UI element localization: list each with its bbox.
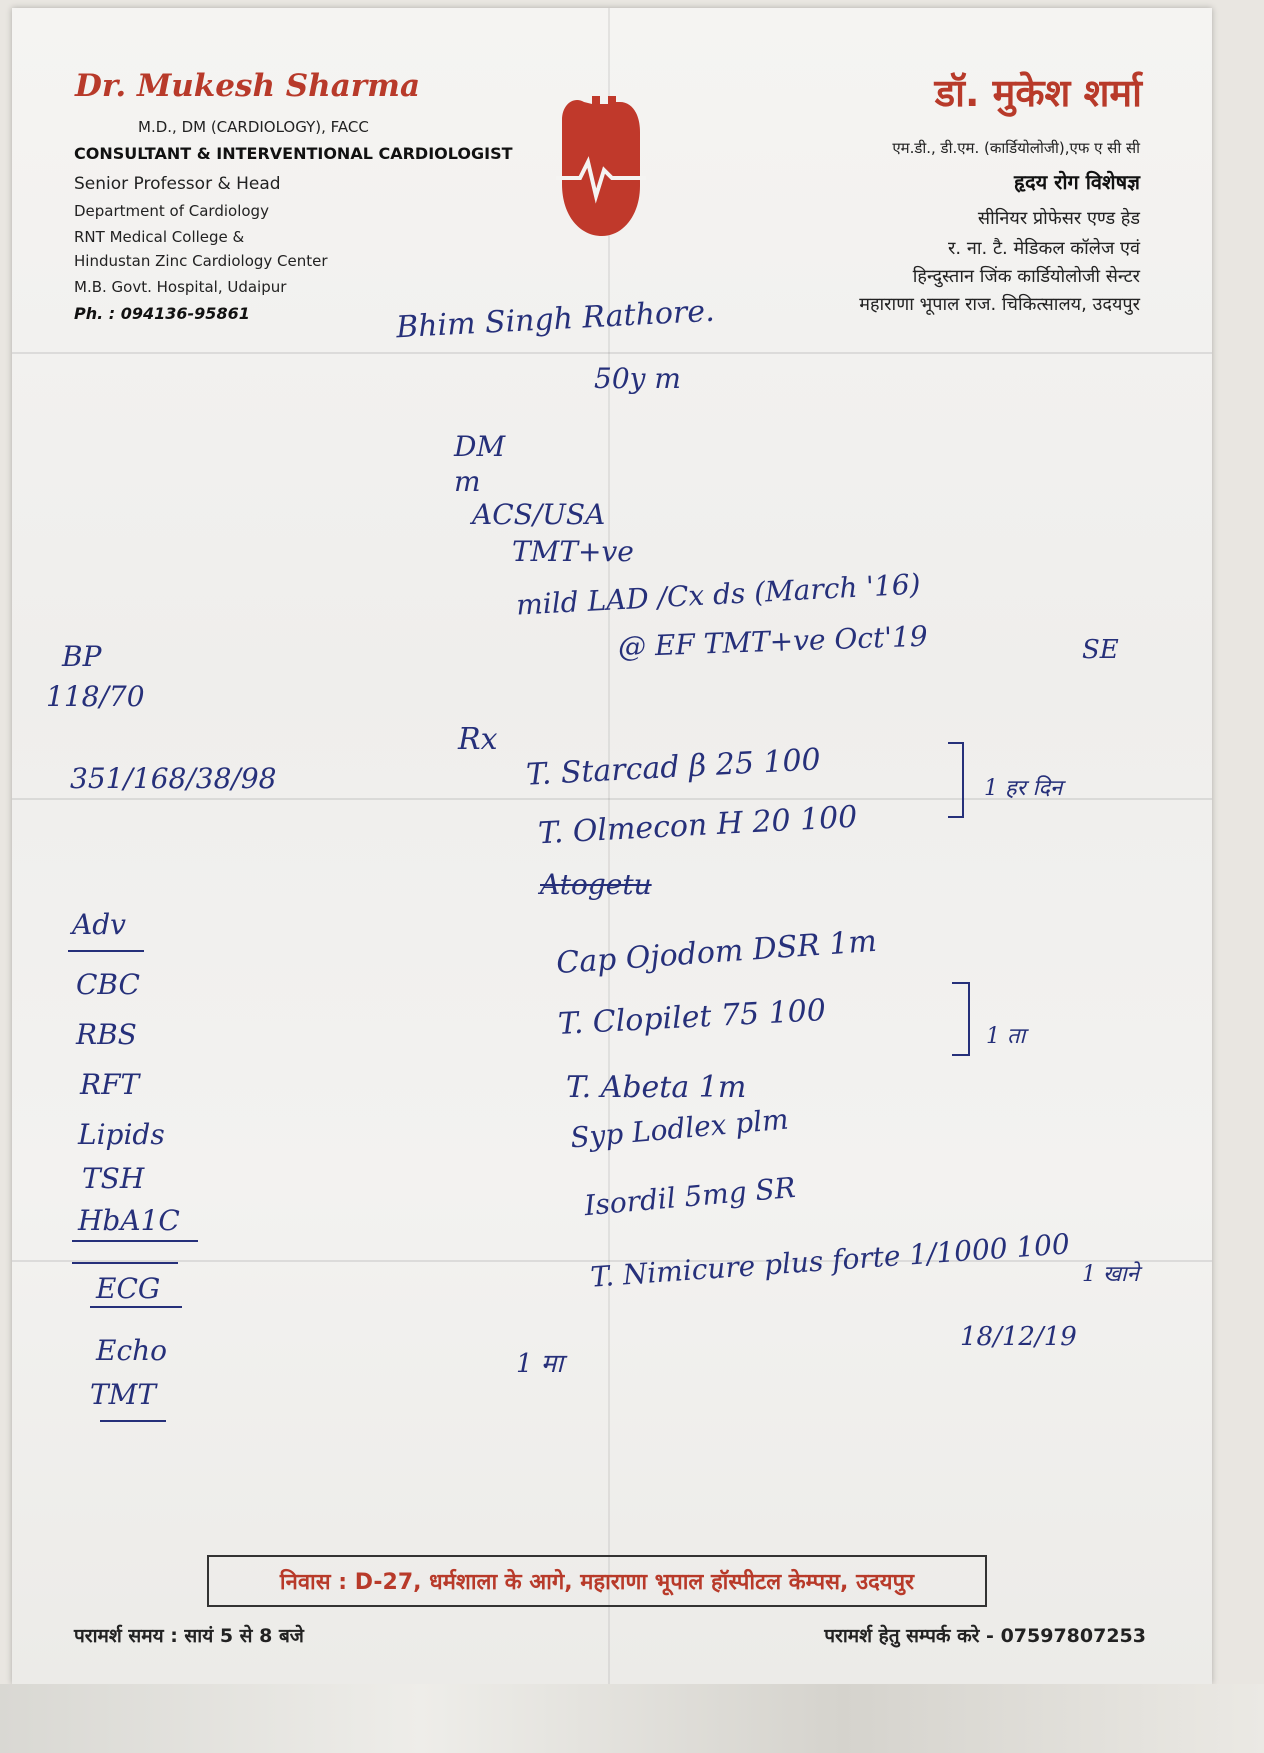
position-hindi: सीनियर प्रोफेसर एण्ड हेड xyxy=(977,208,1140,229)
center-hindi: हिन्दुस्तान जिंक कार्डियोलोजी सेन्टर xyxy=(912,266,1140,287)
medication-line: Syp Lodlex plm xyxy=(568,1102,790,1155)
med-note: 1 ता xyxy=(986,1024,1026,1049)
advice-test: HbA1C xyxy=(78,1204,180,1237)
patient-name: Bhim Singh Rathore. xyxy=(395,293,716,346)
medication-line: T. Abeta 1m xyxy=(566,1070,747,1105)
patient-age: 50y m xyxy=(594,362,681,395)
underline xyxy=(72,1240,198,1242)
medication-line: Isordil 5mg SR xyxy=(582,1170,797,1223)
doctor-name-english: Dr. Mukesh Sharma xyxy=(75,68,421,104)
followup-test: Echo xyxy=(96,1334,168,1367)
underline xyxy=(68,950,144,952)
history-line: DM xyxy=(454,430,506,463)
history-line: @ EF TMT+ve Oct'19 xyxy=(617,619,929,664)
history-line: m xyxy=(454,465,481,498)
advice-test: Lipids xyxy=(78,1118,165,1151)
advice-test: TSH xyxy=(82,1162,145,1195)
medication-line: T. Clopilet 75 100 xyxy=(557,993,827,1042)
rx-symbol: Rx xyxy=(458,722,498,757)
med-note: 1 हर दिन xyxy=(984,776,1063,801)
doctor-name-hindi: डॉ. मुकेश शर्मा xyxy=(934,71,1142,115)
phone-number: Ph. : 094136-95861 xyxy=(74,304,250,323)
department-english: Department of Cardiology xyxy=(74,202,269,220)
med-note: 1 खाने xyxy=(1082,1262,1139,1287)
lab-values: 351/168/38/98 xyxy=(70,762,277,795)
table-surface xyxy=(0,1684,1264,1753)
medication-line: Cap Ojodom DSR 1m xyxy=(555,923,878,982)
consultation-timing: परामर्श समय : सायं 5 से 8 बजे xyxy=(74,1625,304,1647)
bracket-mark xyxy=(948,742,964,818)
advice-test: CBC xyxy=(76,968,140,1001)
medication-line: T. Olmecon H 20 100 xyxy=(537,799,859,852)
history-line: mild LAD /Cx ds (March '16) xyxy=(515,567,922,622)
bracket-mark xyxy=(952,982,970,1056)
side-note: SE xyxy=(1082,635,1119,665)
medication-line: T. Starcad β 25 100 xyxy=(525,742,822,793)
residence-address: निवास : D-27, धर्मशाला के आगे, महाराणा भूपाल हॉस्पीटल केम्पस, उदयपुर xyxy=(207,1555,987,1607)
prescription-date: 18/12/19 xyxy=(960,1322,1077,1352)
history-line: ACS/USA xyxy=(472,498,606,531)
degrees-english: M.D., DM (CARDIOLOGY), FACC xyxy=(138,118,369,136)
title-english: CONSULTANT & INTERVENTIONAL CARDIOLOGIST xyxy=(74,144,513,163)
hospital-english: M.B. Govt. Hospital, Udaipur xyxy=(74,278,287,296)
hospital-hindi: महाराणा भूपाल राज. चिकित्सालय, उदयपुर xyxy=(859,294,1140,315)
underline xyxy=(72,1262,178,1264)
advice-test: RBS xyxy=(76,1018,137,1051)
advice-label: Adv xyxy=(72,908,126,941)
degrees-hindi: एम.डी., डी.एम. (कार्डियोलोजी),एफ ए सी सी xyxy=(892,139,1140,157)
heart-ecg-icon xyxy=(556,92,646,244)
history-line: TMT+ve xyxy=(512,535,634,568)
center-english: Hindustan Zinc Cardiology Center xyxy=(74,252,328,270)
followup-test: TMT xyxy=(90,1378,157,1411)
vitals-value: 118/70 xyxy=(46,680,145,713)
fold-line xyxy=(12,352,1212,354)
underline xyxy=(100,1420,166,1422)
medication-struck: Atogetu xyxy=(540,868,652,901)
consultation-contact: परामर्श हेतु सम्पर्क करे - 07597807253 xyxy=(824,1625,1146,1647)
advice-test: RFT xyxy=(80,1068,140,1101)
title-hindi: हृदय रोग विशेषज्ञ xyxy=(1013,170,1140,194)
college-hindi: र. ना. टै. मेडिकल कॉलेज एवं xyxy=(948,238,1140,259)
position-english: Senior Professor & Head xyxy=(74,174,281,194)
underline xyxy=(90,1306,182,1308)
vitals-label: BP xyxy=(62,640,102,673)
followup-test: ECG xyxy=(96,1272,161,1305)
medication-line: T. Nimicure plus forte 1/1000 100 xyxy=(589,1227,1071,1294)
college-english: RNT Medical College & xyxy=(74,228,245,246)
review-note: 1 मा xyxy=(516,1349,564,1379)
